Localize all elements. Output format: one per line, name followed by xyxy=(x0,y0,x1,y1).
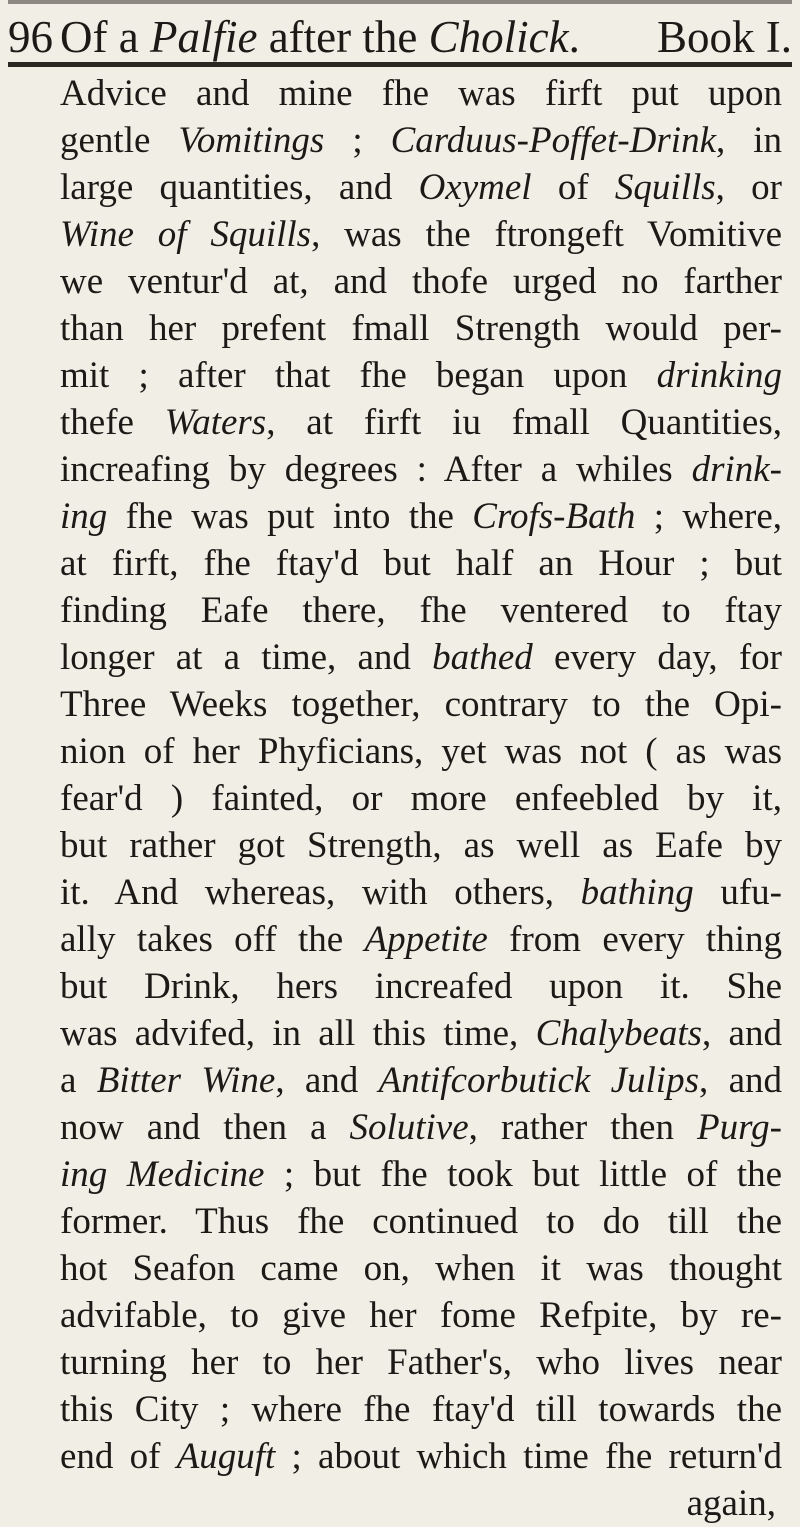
text-segment: increafing by degrees : After a whiles xyxy=(60,449,692,490)
text-segment: at firft, fhe ftay'd but half an Hour ; but xyxy=(60,543,782,584)
italic-text: bathing xyxy=(580,872,694,913)
text-line xyxy=(60,1480,782,1527)
italic-text: ing xyxy=(60,496,108,537)
text-line xyxy=(60,1057,782,1104)
text-segment: hot Seafon came on, when it was thought xyxy=(60,1248,782,1289)
italic-text: drinking xyxy=(656,355,782,396)
text-segment: every day, for xyxy=(532,637,782,678)
text-segment: , and xyxy=(702,1013,782,1054)
italic-text: bathed xyxy=(432,637,533,678)
text-line xyxy=(60,399,782,446)
text-line xyxy=(60,681,782,728)
text-segment: this City ; where fhe ftay'd till towards the xyxy=(60,1389,782,1430)
text-segment: turning her to her Father's, who lives near xyxy=(60,1342,782,1383)
running-title: Of a Palfie after the Cholick. xyxy=(60,12,580,62)
text-segment: but Drink, hers increafed upon it. She xyxy=(60,966,782,1007)
header-rule xyxy=(8,62,792,67)
text-segment: fhe was put into the xyxy=(107,496,473,537)
italic-text: Vomitings xyxy=(178,120,325,161)
text-line xyxy=(60,493,782,540)
italic-text: Appetite xyxy=(364,919,488,960)
page-number: 96 xyxy=(8,12,53,62)
italic-text: Crofs-Bath xyxy=(472,496,636,537)
book-label: Book I. xyxy=(657,12,792,62)
text-segment: from every thing xyxy=(487,919,782,960)
italic-text: Chalybeats xyxy=(535,1013,703,1054)
text-segment: ; xyxy=(324,120,391,161)
text-line xyxy=(60,963,782,1010)
text-segment: of xyxy=(531,167,615,208)
text-segment: longer at a time, and xyxy=(60,637,433,678)
text-line xyxy=(60,70,782,117)
text-line xyxy=(60,211,782,258)
text-line xyxy=(60,869,782,916)
text-segment: Three Weeks together, contrary to the Opi- xyxy=(60,684,782,725)
text-line xyxy=(60,728,782,775)
text-segment: advifable, to give her fome Refpite, by re- xyxy=(60,1295,782,1336)
italic-text: Bitter Wine xyxy=(96,1060,276,1101)
text-line xyxy=(60,305,782,352)
italic-text: Squills xyxy=(614,167,716,208)
text-segment: , at firft iu fmall Quantities, xyxy=(266,402,783,443)
text-segment: ; but fhe took but little of the xyxy=(264,1154,782,1195)
text-segment: , and xyxy=(275,1060,379,1101)
text-line xyxy=(60,916,782,963)
text-line xyxy=(60,1104,782,1151)
text-segment: fear'd ) fainted, or more enfeebled by it, xyxy=(60,778,782,819)
text-line xyxy=(60,1386,782,1433)
text-line xyxy=(60,164,782,211)
text-segment: than her prefent fmall Strength would per- xyxy=(60,308,782,349)
text-line xyxy=(60,1245,782,1292)
italic-text: ing Medicine xyxy=(60,1154,265,1195)
italic-text: Purg- xyxy=(697,1107,782,1148)
italic-text: Oxymel xyxy=(418,167,532,208)
body-text xyxy=(60,70,782,1527)
text-segment: thefe xyxy=(60,402,165,443)
text-line xyxy=(60,1339,782,1386)
text-segment: ; about which time fhe return'd xyxy=(275,1436,783,1477)
text-segment: large quantities, and xyxy=(60,167,419,208)
text-segment: but rather got Strength, as well as Eafe by xyxy=(60,825,782,866)
text-line xyxy=(60,352,782,399)
text-line xyxy=(60,587,782,634)
text-segment: , in xyxy=(716,120,782,161)
text-line xyxy=(60,634,782,681)
text-segment: it. And whereas, with others, xyxy=(60,872,581,913)
text-segment: ; where, xyxy=(635,496,782,537)
text-segment: ally takes off the xyxy=(60,919,365,960)
italic-text: Waters xyxy=(164,402,267,443)
text-segment: a xyxy=(60,1060,97,1101)
text-segment: finding Eafe there, fhe ventered to ftay xyxy=(60,590,782,631)
italic-text: Auguft xyxy=(176,1436,276,1477)
text-line xyxy=(60,775,782,822)
italic-text: Solutive xyxy=(349,1107,469,1148)
text-segment: Advice and mine fhe was firft put upon xyxy=(60,73,782,114)
text-segment: gentle xyxy=(60,120,179,161)
italic-text: Carduus-Poffet-Drink xyxy=(390,120,716,161)
text-line xyxy=(60,258,782,305)
text-segment: former. Thus fhe continued to do till the xyxy=(60,1201,782,1242)
text-segment: now and then a xyxy=(60,1107,350,1148)
text-line xyxy=(60,1010,782,1057)
text-segment: , and xyxy=(699,1060,782,1101)
text-segment: nion of her Phyficians, yet was not ( as was xyxy=(60,731,782,772)
italic-text: Antifcorbutick Julips xyxy=(378,1060,699,1101)
text-line xyxy=(60,540,782,587)
text-line xyxy=(60,1292,782,1339)
text-line xyxy=(60,822,782,869)
text-line xyxy=(60,1433,782,1480)
text-segment: , was the ftrongeft Vomitive xyxy=(311,214,782,255)
italic-text: Wine of Squills xyxy=(60,214,312,255)
running-header xyxy=(8,4,792,70)
text-line xyxy=(60,446,782,493)
text-line xyxy=(60,1198,782,1245)
text-segment: we ventur'd at, and thofe urged no farther xyxy=(60,261,782,302)
text-segment: was advifed, in all this time, xyxy=(60,1013,536,1054)
text-line xyxy=(60,1151,782,1198)
text-segment: again, xyxy=(686,1483,776,1524)
text-segment: , or xyxy=(715,167,782,208)
text-segment: , rather then xyxy=(468,1107,698,1148)
text-line xyxy=(60,117,782,164)
text-segment: end of xyxy=(60,1436,177,1477)
text-segment: ufu- xyxy=(693,872,782,913)
italic-text: drink- xyxy=(691,449,782,490)
text-segment: mit ; after that fhe began upon xyxy=(60,355,657,396)
